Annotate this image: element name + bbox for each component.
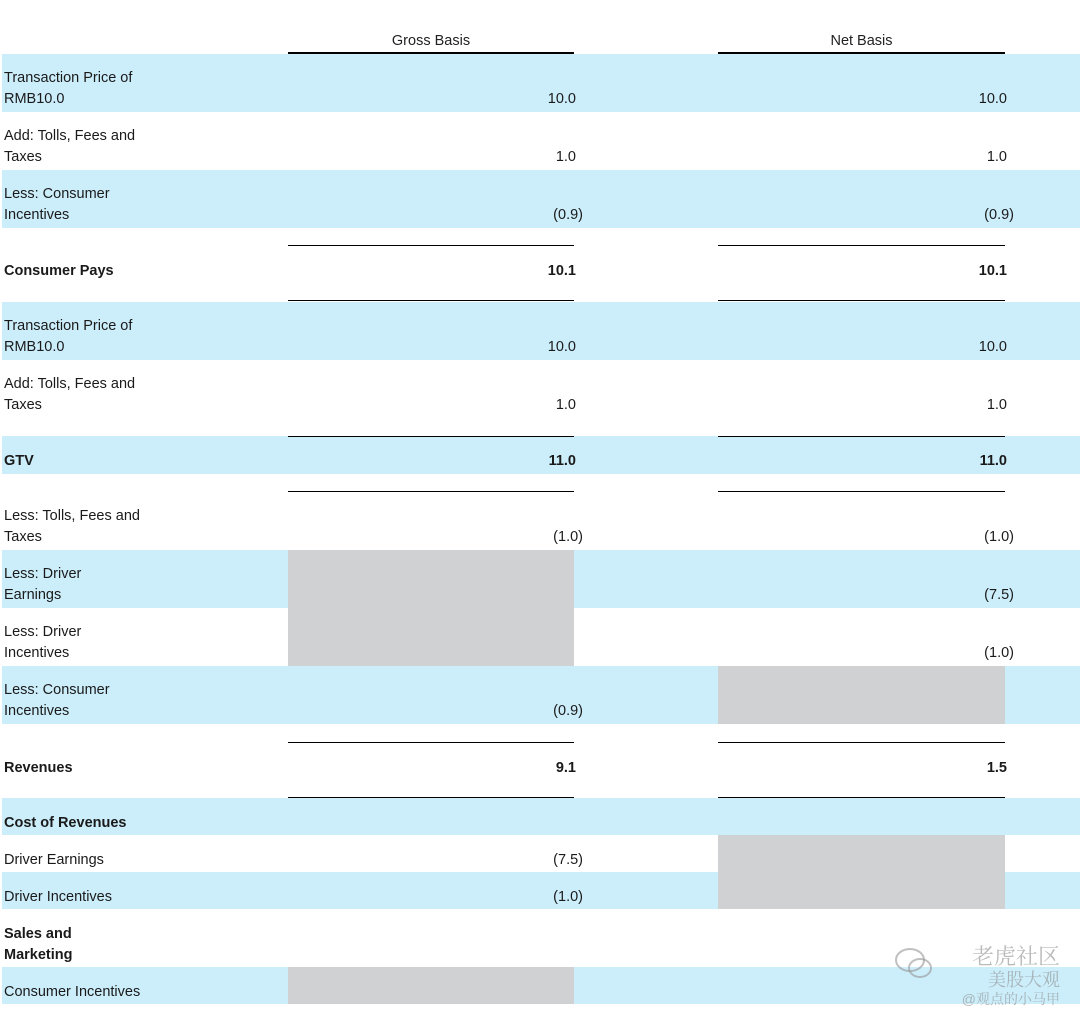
net-value: (0.9): [984, 207, 1014, 223]
chat-bubbles-icon: [892, 942, 936, 982]
net-value: 1.5: [986, 760, 1007, 776]
row-label: Less: Tolls, Fees and Taxes: [4, 508, 140, 545]
table-row: [2, 54, 1080, 112]
gross-value: 10.0: [547, 91, 576, 107]
gross-value: (0.9): [553, 207, 583, 223]
gross-value: 1.0: [555, 397, 576, 413]
row-label: Cost of Revenues: [4, 815, 127, 831]
table-row: [2, 112, 1080, 170]
watermark: [962, 944, 1060, 1008]
net-value: (1.0): [984, 645, 1014, 661]
table-row-total: [2, 436, 1080, 474]
row-label: Consumer Incentives: [4, 984, 141, 1000]
column-header-gross: Gross Basis: [391, 33, 471, 49]
net-value: 10.1: [978, 263, 1007, 279]
gross-value: (1.0): [553, 529, 583, 545]
row-label: Transaction Price of RMB10.0: [4, 318, 133, 355]
row-label: Consumer Pays: [4, 263, 114, 279]
table-row-section: [2, 798, 1080, 835]
net-value: (1.0): [984, 529, 1014, 545]
table-row-total: [2, 228, 1080, 302]
row-label: Less: Consumer Incentives: [4, 186, 110, 223]
not-applicable-cell: [718, 835, 1005, 909]
row-label: Sales and Marketing: [4, 926, 73, 963]
row-label: Less: Driver Incentives: [4, 624, 82, 661]
gross-value: 11.0: [548, 453, 576, 469]
row-label: Revenues: [4, 760, 73, 776]
row-label: Less: Driver Earnings: [4, 566, 82, 603]
row-label: GTV: [4, 453, 34, 469]
gross-value: (0.9): [553, 703, 583, 719]
watermark-line: @观点的小马甲: [961, 991, 1060, 1007]
net-value: 10.0: [978, 91, 1007, 107]
not-applicable-cell: [288, 967, 574, 1004]
net-value: (7.5): [984, 587, 1014, 603]
watermark-line: 美股大观: [988, 970, 1060, 990]
subtotal-rule: [288, 436, 574, 437]
watermark-line: 老虎社区: [971, 944, 1060, 969]
table-row: [2, 302, 1080, 360]
table-header: [0, 0, 1080, 54]
subtotal-rule: [288, 300, 574, 301]
gross-value: 9.1: [555, 760, 576, 776]
gross-value: (1.0): [553, 889, 583, 905]
row-label: Driver Earnings: [4, 852, 104, 868]
net-value: 1.0: [986, 149, 1007, 165]
gross-value: (7.5): [553, 852, 583, 868]
gross-value: 10.0: [547, 339, 576, 355]
row-label: Less: Consumer Incentives: [4, 682, 110, 719]
subtotal-rule: [718, 436, 1005, 437]
net-value: 10.0: [978, 339, 1007, 355]
table-row: [2, 474, 1080, 550]
net-value: 11.0: [979, 453, 1007, 469]
net-value: 1.0: [986, 397, 1007, 413]
table-row: [2, 360, 1080, 436]
row-label: Driver Incentives: [4, 889, 112, 905]
table-row-total: [2, 724, 1080, 798]
row-label: Add: Tolls, Fees and Taxes: [4, 376, 136, 413]
table-row: [2, 170, 1080, 228]
subtotal-rule: [718, 300, 1005, 301]
row-label: Add: Tolls, Fees and Taxes: [4, 128, 136, 165]
not-applicable-cell: [288, 550, 574, 666]
gross-value: 10.1: [547, 263, 576, 279]
gross-value: 1.0: [555, 149, 576, 165]
row-label: Transaction Price of RMB10.0: [4, 70, 133, 107]
not-applicable-cell: [718, 666, 1005, 724]
column-header-net: Net Basis: [830, 33, 893, 49]
